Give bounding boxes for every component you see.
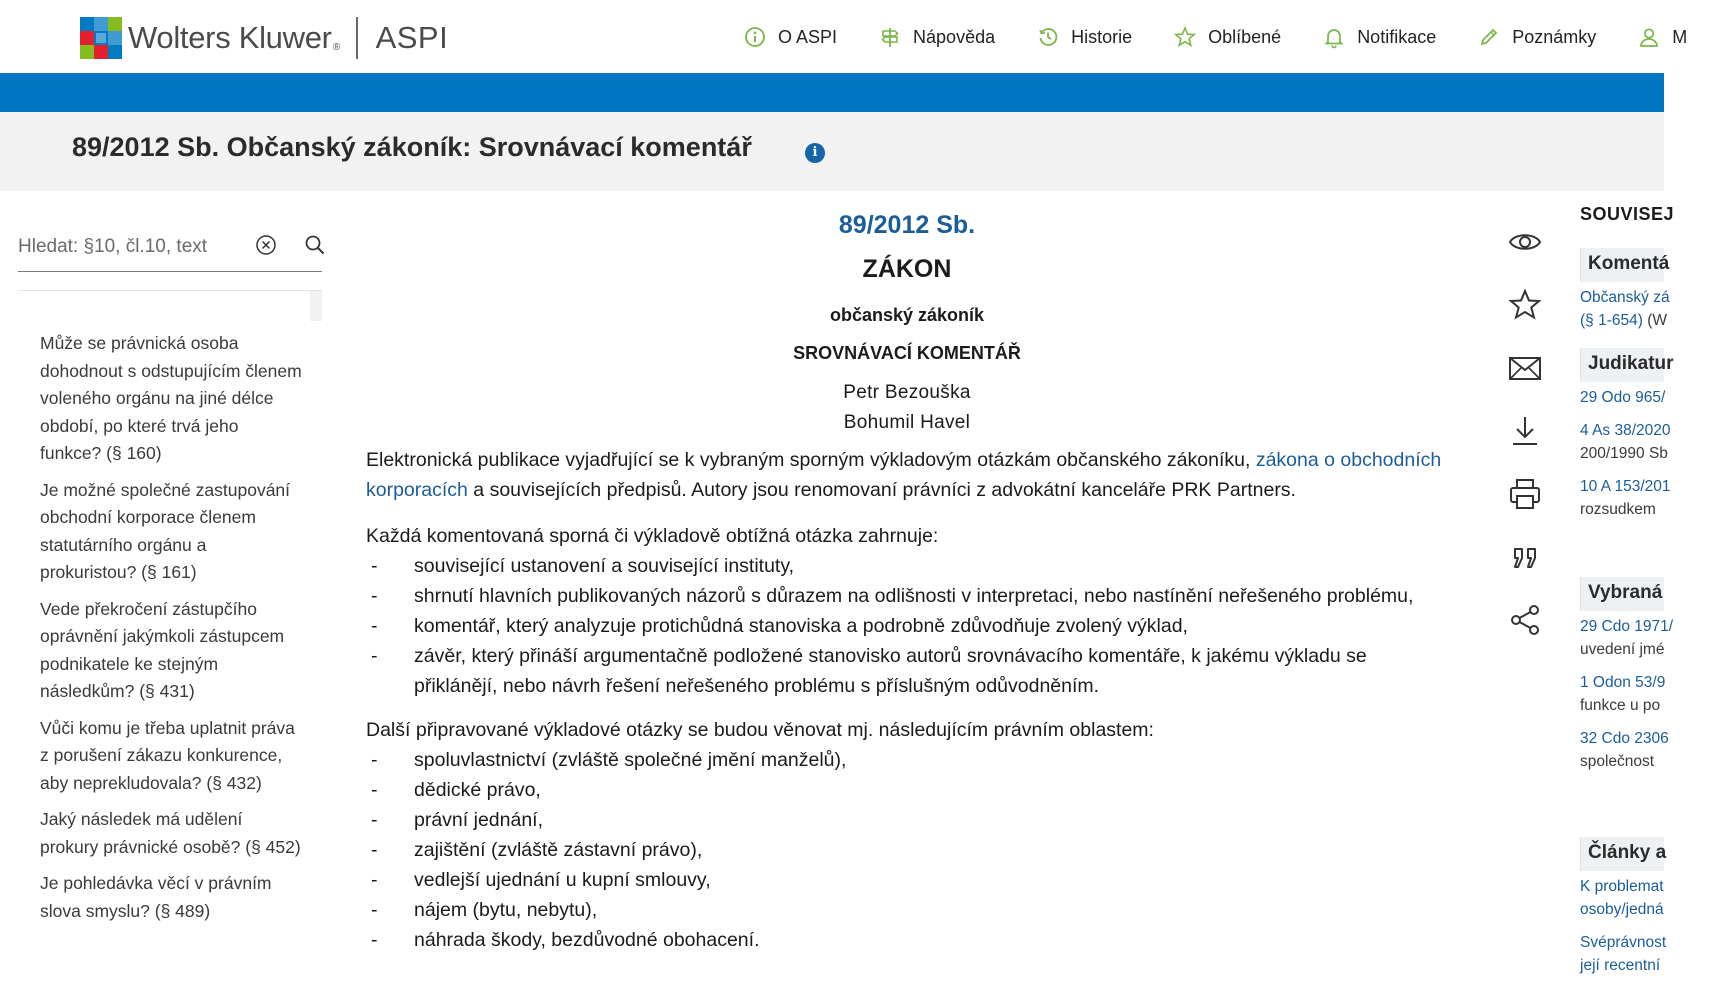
next-heading: Další připravované výkladové otázky se budou věnovat mj. následujícím právním oblastem:: [366, 719, 1154, 741]
nav-label: Nápověda: [913, 26, 996, 47]
bell-icon: [1323, 26, 1345, 48]
law-number: 89/2012 Sb.: [838, 211, 976, 239]
related-text: uvedení jmé: [1580, 641, 1665, 658]
star-icon: [1174, 26, 1196, 48]
related-link[interactable]: její recentní: [1580, 957, 1661, 974]
logo-registered: ®: [332, 42, 341, 53]
clear-icon[interactable]: [255, 234, 277, 256]
signpost-icon: [879, 26, 901, 48]
related-heading: SOUVISEJ: [1580, 204, 1675, 224]
pencil-icon: [1478, 26, 1500, 48]
related-link[interactable]: 29 Odo 965/: [1580, 389, 1666, 406]
each-heading: Každá komentovaná sporná či výkladově obtížná otázka zahrnuje:: [366, 525, 939, 547]
law-type: ZÁKON: [862, 255, 952, 283]
logo[interactable]: [80, 17, 448, 59]
nav-napoveda[interactable]: [879, 26, 995, 48]
nav-label: Notifikace: [1357, 26, 1437, 47]
document-content: [366, 200, 1448, 955]
nav-label: Oblíbené: [1208, 26, 1282, 47]
sidebar-divider: [18, 290, 322, 291]
user-icon: [1638, 26, 1660, 48]
related-section-clanky[interactable]: Články a: [1580, 837, 1664, 871]
nav-label: Historie: [1071, 26, 1133, 47]
question-item[interactable]: Vede překročení zástupčího oprávnění jakýmkoli zástupcem podnikatele ke stejným následkům? (§ 431): [40, 598, 285, 701]
next-list: [366, 745, 1448, 955]
related-link[interactable]: K problemat: [1580, 878, 1664, 895]
envelope-icon: [1507, 350, 1543, 386]
list-item: - zajištění (zvláště zástavní právo),: [366, 835, 1448, 865]
related-text: rozsudkem: [1580, 501, 1656, 518]
author-name: Petr Bezouška: [843, 382, 971, 403]
nav-historie[interactable]: [1037, 26, 1132, 48]
intro-text: Elektronická publikace vyjadřující se k vybraným sporným výkladovým otázkám občanského zákoníku,: [366, 449, 1256, 471]
download-button[interactable]: [1505, 411, 1545, 451]
list-item: - právní jednání,: [366, 805, 1448, 835]
logo-brand: Wolters Kluwer: [128, 20, 332, 55]
title-bar: [0, 112, 1664, 191]
logo-divider: [356, 17, 358, 59]
list-item: - dědické právo,: [366, 775, 1448, 805]
nav-label: O ASPI: [778, 26, 838, 47]
related-section-vybrana[interactable]: Vybraná: [1580, 577, 1664, 611]
related-link[interactable]: 1 Odon 53/9: [1580, 674, 1666, 691]
top-header: [0, 0, 1688, 73]
question-item[interactable]: Vůči komu je třeba uplatnit práva z porušení zákazu konkurence, aby neprekludovala? (§ 432): [40, 717, 295, 793]
title-info-icon[interactable]: i: [805, 143, 825, 163]
nav-oblibene[interactable]: [1174, 26, 1281, 48]
law-name: občanský zákoník: [829, 305, 985, 325]
related-link[interactable]: 4 As 38/2020: [1580, 422, 1671, 439]
intro-text: a souvisejících předpisů. Autory jsou renomovaní právníci z advokátní kanceláře PRK Partners.: [467, 479, 1296, 501]
sidebar-search: [18, 228, 322, 272]
document-tools: [1505, 222, 1545, 663]
wolters-kluwer-logo-icon: [80, 17, 122, 59]
list-item: - shrnutí hlavních publikovaných názorů s důrazem na odlišnosti v interpretaci, nebo nastínění neřešeného problému,: [366, 581, 1448, 611]
related-link[interactable]: osoby/jedná: [1580, 901, 1664, 918]
related-link[interactable]: Svéprávnost: [1580, 934, 1667, 951]
sidebar-scrollbar[interactable]: [310, 291, 322, 321]
search-input[interactable]: [18, 232, 248, 262]
nav-notifikace[interactable]: [1323, 26, 1436, 48]
email-button[interactable]: [1505, 348, 1545, 388]
nav-label: M: [1672, 26, 1688, 47]
download-icon: [1507, 413, 1543, 449]
share-button[interactable]: [1505, 600, 1545, 640]
question-item[interactable]: Jaký následek má udělení prokury právnické osobě? (§ 452): [40, 809, 301, 857]
nav-poznamky[interactable]: [1478, 26, 1596, 48]
related-link[interactable]: (§ 1-654): [1580, 312, 1643, 329]
list-item: - náhrada škody, bezdůvodné obohacení.: [366, 925, 1448, 955]
question-item[interactable]: Je pohledávka věcí v právním slova smyslu? (§ 489): [40, 873, 272, 921]
list-item: - vedlejší ujednání u kupní smlouvy,: [366, 865, 1448, 895]
search-icon[interactable]: [304, 234, 326, 256]
related-text: společnost: [1580, 753, 1655, 770]
list-item: - související ustanovení a související instituty,: [366, 551, 1448, 581]
view-button[interactable]: [1505, 222, 1545, 262]
question-item[interactable]: Je možné společné zastupování obchodní korporace členem statutárního orgánu a prokuristou? (§ 161): [40, 479, 291, 582]
list-item: - nájem (bytu, nebytu),: [366, 895, 1448, 925]
author-name: Bohumil Havel: [843, 412, 971, 433]
print-button[interactable]: [1505, 474, 1545, 514]
star-outline-icon: [1507, 287, 1543, 323]
related-section-judikatura[interactable]: Judikatur: [1580, 348, 1664, 382]
brand-bar: [0, 73, 1664, 112]
print-icon: [1507, 476, 1543, 512]
quote-icon: [1507, 539, 1543, 575]
each-list: [366, 551, 1448, 701]
question-item[interactable]: Může se právnická osoba dohodnout s odstupujícím členem voleného orgánu na jiné délce období, po které trvá jeho funkce? (§ 160): [40, 333, 302, 463]
related-link[interactable]: 29 Cdo 1971/: [1580, 618, 1674, 635]
list-item: - závěr, který přináší argumentačně podložené stanovisko autorů srovnávacího komentáře, k jakému výkladu se přiklánějí, nebo návrh řešení neřešeného problému s příslušným odůvodněním.: [366, 641, 1448, 701]
zakon-o-obchodnich-korporacich-link[interactable]: zákona o obchodních korporacích: [366, 449, 1442, 501]
top-nav: [744, 22, 1729, 52]
related-link[interactable]: 32 Cdo 2306: [1580, 730, 1669, 747]
related-text: 200/1990 Sb: [1580, 445, 1668, 462]
nav-o-aspi[interactable]: [744, 26, 837, 48]
cite-button[interactable]: [1505, 537, 1545, 577]
nav-label: Poznámky: [1512, 26, 1597, 47]
nav-user[interactable]: [1638, 26, 1687, 48]
intro-paragraph: [366, 445, 1448, 505]
related-line: [1580, 309, 1668, 332]
share-icon: [1507, 602, 1543, 638]
question-list: [40, 330, 302, 934]
authors: [366, 382, 1448, 442]
info-circle-icon: [744, 26, 766, 48]
related-text: (W: [1642, 312, 1668, 329]
related-text: funkce u po: [1580, 697, 1661, 714]
list-item: - spoluvlastnictví (zvláště společné jmění manželů),: [366, 745, 1448, 775]
logo-product: ASPI: [375, 20, 449, 55]
favorite-button[interactable]: [1505, 285, 1545, 325]
related-panel: [1580, 200, 1675, 977]
related-link[interactable]: 10 A 153/201: [1580, 478, 1671, 495]
page-title: 89/2012 Sb. Občanský zákoník: Srovnávací komentář: [72, 132, 752, 162]
list-item: - komentář, který analyzuje protichůdná stanoviska a podrobně zdůvodňuje zvolený výklad,: [366, 611, 1448, 641]
law-subtitle: SROVNÁVACÍ KOMENTÁŘ: [793, 343, 1021, 363]
related-link[interactable]: Občanský zá: [1580, 289, 1670, 306]
related-section-comments[interactable]: Komentá: [1580, 248, 1664, 282]
eye-icon: [1507, 224, 1543, 260]
history-icon: [1037, 26, 1059, 48]
